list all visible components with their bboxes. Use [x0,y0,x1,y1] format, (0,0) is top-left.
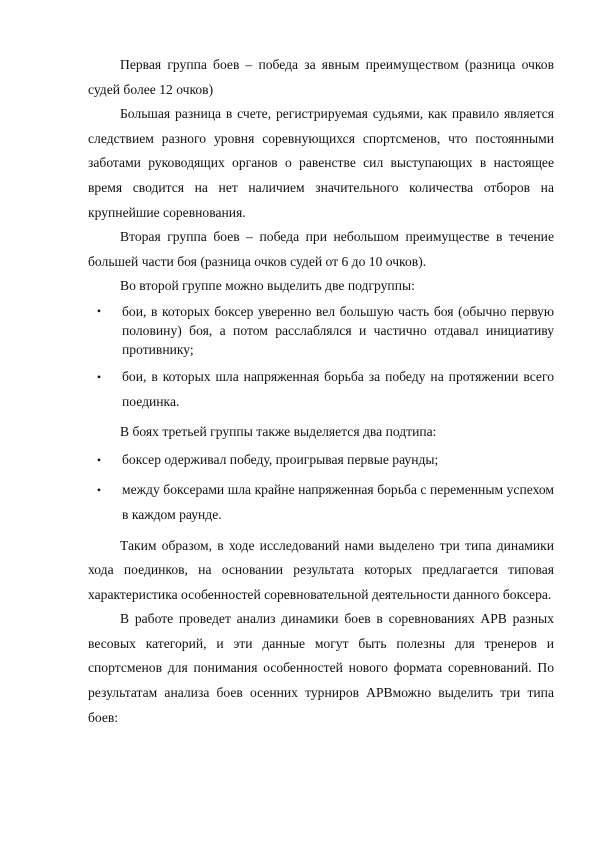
bullet-dot-icon: • [96,303,102,318]
paragraph-conclusion: Таким образом, в ходе исследований нами выделено три типа динамики хода поединков, на основании результата которых предлагается типовая характеристика особенностей соревновательной деятельности данного боксера. [88,537,554,602]
paragraph-subgroups-intro: Во второй группе можно выделить две подгруппы: [120,278,415,294]
list-item-text: бои, в которых боксер уверенно вел большую часть боя (обычно первую половину) боя, а потом расслаблялся и частично отдавал инициативу противнику; [122,303,554,357]
list-item [88,478,554,527]
paragraph-group-two: Вторая группа боев – победа при небольшом преимуществе в течение большей части боя (разница очков судей от 6 до 10 очков). [88,229,554,269]
list-item [88,448,554,473]
list-item-text: боксер одерживал победу, проигрывая первые раунды; [122,451,439,467]
list-item-text: бои, в которых шла напряженная борьба за победу на протяжении всего поединка. [122,368,554,409]
list-item [88,365,554,414]
bullet-dot-icon: • [96,483,102,498]
list-item [88,302,554,359]
paragraph-group-one: Первая группа боев – победа за явным преимуществом (разница очков судей более 12 очков) [88,57,554,97]
paragraph-analysis: В работе проведет анализ динамики боев в соревнованиях АРВ разных весовых категорий, и эти данные могут быть полезны для тренеров и спортсменов для понимания особенностей нового формата соревнований. По результатам анализа боев осенних турниров АРВможно выделить три типа боев: [88,611,554,725]
paragraph-group-three-intro: В боях третьей группы также выделяется два подтипа: [120,424,437,440]
list-item-text: между боксерами шла крайне напряженная борьба с переменным успехом в каждом раунде. [122,482,554,522]
paragraph-score-difference: Большая разница в счете, регистрируемая судьями, как правило является следствием разного уровня соревнующихся спортсменов, что постоянными заботами руководящих органов о равенстве сил выступающих в настоящее время сводится на нет наличием значительного количества отборов на крупнейшие соревнования. [88,106,554,220]
bullet-dot-icon: • [96,452,102,467]
bullet-list-group-three [88,448,554,528]
bullet-list-group-two [88,302,554,414]
document-body [88,53,554,730]
bullet-dot-icon: • [96,369,102,384]
